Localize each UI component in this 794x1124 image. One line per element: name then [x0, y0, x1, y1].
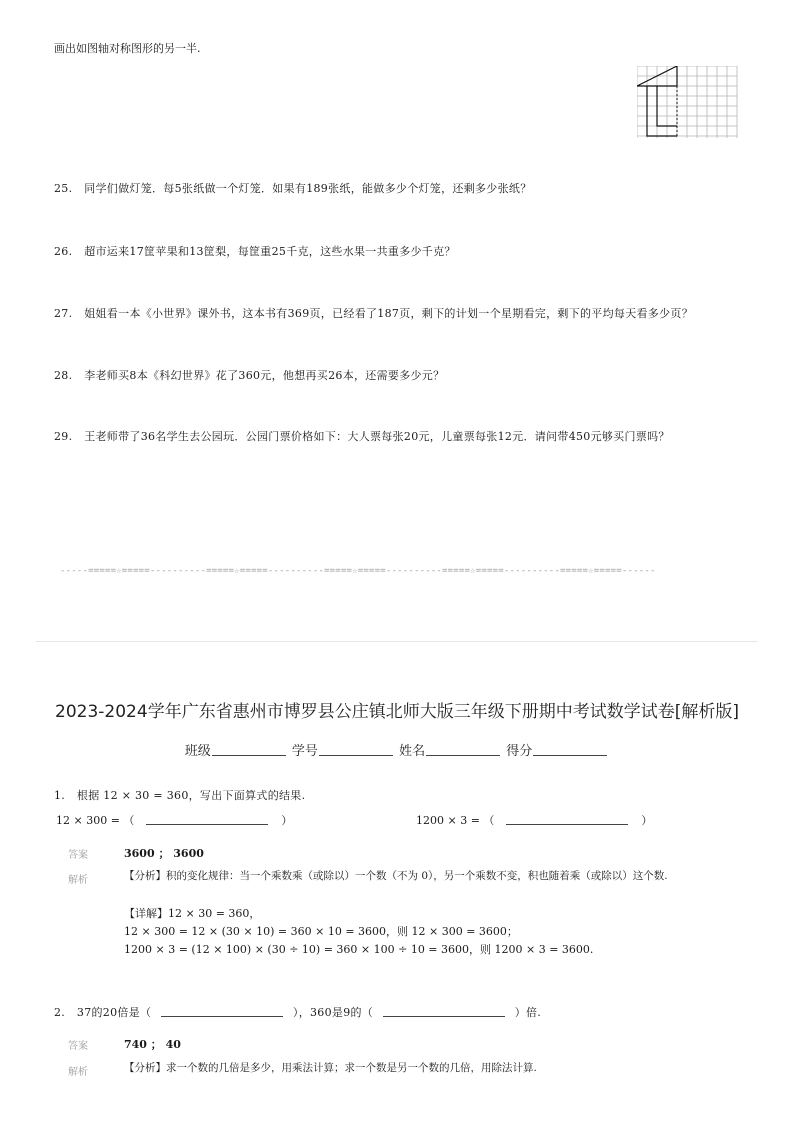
question-number: 25. — [54, 182, 73, 195]
question-text: ）倍. — [514, 1006, 542, 1019]
expr-close: ） — [281, 814, 293, 827]
analysis-tag: 解析 — [68, 875, 88, 886]
question-text: 李老师买8本《科幻世界》花了360元，他想再买26本，还需要多少元？ — [84, 369, 445, 382]
q1-detail-1: 【详解】12 × 30 = 360， — [124, 907, 261, 920]
page-divider — [36, 641, 758, 642]
name-blank — [426, 743, 500, 756]
question-29 — [54, 428, 670, 444]
question-text: ），360是9的（ — [292, 1006, 374, 1019]
id-label: 学号 — [291, 744, 318, 759]
expr-text: 1200 × 3 = （ — [416, 814, 495, 827]
class-blank — [212, 743, 286, 756]
analysis-tag: 解析 — [68, 1067, 88, 1078]
q1-answer: 3600 ； 3600 — [124, 847, 204, 860]
class-label: 班级 — [184, 744, 211, 759]
question-text: 同学们做灯笼．每5张纸做一个灯笼．如果有189张纸，能做多少个灯笼，还剩多少张纸？ — [84, 182, 532, 195]
q2-answer: 740 ； 40 — [124, 1038, 181, 1051]
answer-tag: 答案 — [68, 850, 88, 861]
score-label: 得分 — [506, 744, 533, 759]
intro-line: 画出如图轴对称图形的另一半. — [54, 42, 201, 55]
question-text: 37的20倍是（ — [76, 1006, 152, 1019]
expr-text: 12 × 300 = （ — [56, 814, 135, 827]
question-text: 王老师带了36名学生去公园玩．公园门票价格如下：大人票每张20元，儿童票每张12元．请问带450元够买门票吗？ — [84, 430, 670, 443]
id-blank — [319, 743, 393, 756]
question-text: 根据 12 × 30 = 360，写出下面算式的结果. — [76, 789, 306, 802]
expr-close: ） — [641, 814, 653, 827]
q1-detail-3: 1200 × 3 = (12 × 100) × (30 ÷ 10) = 360 × 100 ÷ 10 = 3600，则 1200 × 3 = 3600. — [124, 943, 594, 956]
q1-left-expression — [56, 812, 292, 828]
grid-svg — [637, 66, 741, 140]
answer-blank[interactable] — [146, 814, 268, 825]
symmetry-grid-figure — [637, 66, 741, 144]
question-27 — [54, 305, 693, 321]
question-text: 姐姐看一本《小世界》课外书，这本书有369页，已经看了187页，剩下的计划一个星期看完，剩下的平均每天看多少页？ — [84, 307, 693, 320]
question-26 — [54, 243, 456, 259]
answer-tag: 答案 — [68, 1041, 88, 1052]
exam-title: 2023-2024学年广东省惠州市博罗县公庄镇北师大版三年级下册期中考试数学试卷[解析版] — [55, 702, 739, 722]
half-shape — [637, 66, 677, 136]
question-text: 超市运来17筐苹果和13筐梨，每筐重25千克，这些水果一共重多少千克？ — [84, 245, 456, 258]
q1-detail-2: 12 × 300 = 12 × (30 × 10) = 360 × 10 = 3600，则 12 × 300 = 3600； — [124, 925, 518, 938]
question-28 — [54, 367, 444, 383]
question-number: 27. — [54, 307, 73, 320]
answer-blank[interactable] — [506, 814, 628, 825]
question-number: 26. — [54, 245, 73, 258]
question-2-stem — [54, 1004, 541, 1020]
question-1-stem — [54, 787, 305, 803]
q1-right-expression — [416, 812, 652, 828]
question-number: 2. — [54, 1006, 66, 1019]
student-info-row — [0, 740, 794, 759]
question-number: 28. — [54, 369, 73, 382]
question-number: 1. — [54, 789, 66, 802]
q2-analysis: 【分析】求一个数的几倍是多少，用乘法计算；求一个数是另一个数的几倍，用除法计算. — [124, 1062, 537, 1074]
score-blank — [533, 743, 607, 756]
answer-blank[interactable] — [161, 1006, 283, 1017]
answer-blank[interactable] — [383, 1006, 505, 1017]
question-25 — [54, 180, 532, 196]
q1-analysis: 【分析】积的变化规律：当一个乘数乘（或除以）一个数（不为 0），另一个乘数不变，积也随着乘（或除以）这个数. — [124, 870, 668, 882]
question-number: 29. — [54, 430, 73, 443]
star-separator: -----=====☆=====----------=====☆=====----------=====☆=====----------=====☆=====----------=====☆=====------ — [60, 566, 656, 576]
name-label: 姓名 — [399, 744, 426, 759]
